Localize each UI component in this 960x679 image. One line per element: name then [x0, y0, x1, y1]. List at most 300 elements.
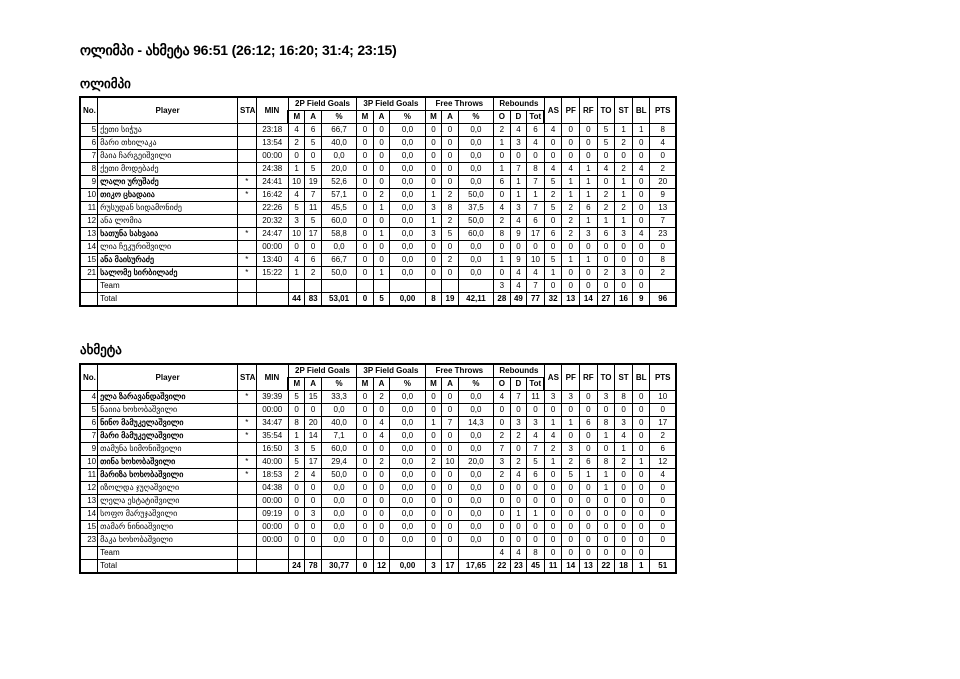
total-row [80, 560, 676, 574]
stat-cell: 17,65 [458, 560, 493, 574]
stat-cell: 2 [510, 430, 527, 443]
stat-cell: 17 [305, 228, 322, 241]
stat-cell: 1 [615, 189, 633, 202]
stat-cell: 0 [373, 495, 390, 508]
header-as: AS [544, 364, 562, 391]
stat-cell: 0 [544, 404, 562, 417]
player-number: 13 [80, 495, 98, 508]
header-min: MIN [256, 364, 288, 391]
starter-mark: * [238, 430, 257, 443]
stat-cell: 0 [632, 482, 650, 495]
stat-cell: 0 [442, 163, 459, 176]
stat-cell: 2 [442, 189, 459, 202]
starter-mark: * [238, 176, 257, 189]
stat-cell: 0 [425, 443, 442, 456]
stat-cell: 0 [510, 404, 527, 417]
stat-cell: 6 [527, 124, 545, 137]
stat-cell: 0,0 [390, 443, 425, 456]
stat-cell: 5 [597, 124, 615, 137]
stat-cell: 0 [357, 417, 374, 430]
stat-cell: 5 [562, 469, 580, 482]
starter-mark: * [238, 469, 257, 482]
player-number: 9 [80, 443, 98, 456]
stat-cell: 1 [632, 560, 650, 574]
stat-cell: 0 [442, 482, 459, 495]
stat-cell: 0,0 [390, 521, 425, 534]
stat-cell: 0,0 [458, 267, 493, 280]
stat-cell: 0,0 [390, 202, 425, 215]
stat-cell: 0 [494, 404, 511, 417]
total-row-label: Total [98, 293, 238, 307]
empty-cell [256, 293, 288, 307]
stat-cell: 0 [544, 521, 562, 534]
subheader-defensive: D [510, 378, 527, 391]
subheader-percent: % [390, 111, 425, 124]
subheader-percent: % [390, 378, 425, 391]
stat-cell: 0,0 [390, 163, 425, 176]
stat-cell: 0 [442, 124, 459, 137]
stat-cell: 0 [580, 404, 598, 417]
stat-cell: 0 [425, 404, 442, 417]
stat-cell: 4 [510, 469, 527, 482]
stat-cell: 0 [597, 404, 615, 417]
stat-cell: 0 [562, 150, 580, 163]
stat-cell: 15 [305, 391, 322, 404]
player-number: 11 [80, 202, 98, 215]
stat-cell: 0 [580, 495, 598, 508]
table-row [80, 215, 676, 228]
stat-cell: 1 [510, 189, 527, 202]
stat-cell: 7 [527, 202, 545, 215]
stat-cell: 0,0 [390, 508, 425, 521]
stat-cell: 14 [305, 430, 322, 443]
stat-cell: 0 [650, 482, 676, 495]
header-as: AS [544, 97, 562, 124]
player-name: მაკა ხოხობაშვილი [98, 534, 238, 547]
stat-cell: 0 [632, 241, 650, 254]
stat-cell: 0 [357, 137, 374, 150]
stat-cell: 0 [425, 241, 442, 254]
stat-cell [373, 280, 390, 293]
stat-cell: 1 [544, 417, 562, 430]
table-row [80, 469, 676, 482]
stat-cell: 4 [597, 163, 615, 176]
stat-cell: 3 [510, 417, 527, 430]
starter-mark [238, 521, 257, 534]
header-3p-field-goals: 3P Field Goals [357, 97, 425, 111]
stat-cell: 0 [544, 534, 562, 547]
stat-cell: 0 [615, 469, 633, 482]
header-rf: RF [580, 97, 598, 124]
player-name: იზოლდა ჯუღაშვილი [98, 482, 238, 495]
stat-cell: 8 [288, 417, 305, 430]
player-number: 15 [80, 254, 98, 267]
stat-cell: 7 [650, 215, 676, 228]
stat-cell: 0 [544, 469, 562, 482]
stat-cell: 17 [305, 456, 322, 469]
stat-cell: 0 [562, 508, 580, 521]
minutes: 16:50 [256, 443, 288, 456]
stat-cell: 0 [615, 482, 633, 495]
stat-cell: 3 [425, 228, 442, 241]
stat-cell: 0 [510, 495, 527, 508]
team-row-label: Team [98, 547, 238, 560]
stat-cell: 1 [544, 456, 562, 469]
stat-cell: 0,0 [321, 241, 356, 254]
stat-cell: 42,11 [458, 293, 493, 307]
player-number: 4 [80, 391, 98, 404]
stat-cell: 7 [510, 163, 527, 176]
stat-cell: 0,0 [458, 495, 493, 508]
stat-cell: 2 [288, 137, 305, 150]
stat-cell: 5 [288, 391, 305, 404]
stat-cell: 1 [615, 124, 633, 137]
player-number: 15 [80, 521, 98, 534]
player-number: 13 [80, 228, 98, 241]
stat-cell: 0 [357, 228, 374, 241]
stat-cell: 0,0 [390, 391, 425, 404]
stat-cell: 0,00 [390, 560, 425, 574]
stat-cell: 0 [632, 150, 650, 163]
header-sta: STA [238, 97, 257, 124]
stat-cell: 0 [650, 508, 676, 521]
stat-cell: 1 [580, 254, 598, 267]
stat-cell: 0 [305, 482, 322, 495]
stat-cell: 1 [494, 163, 511, 176]
stat-cell: 3 [527, 417, 545, 430]
stats-table-away [79, 363, 677, 574]
stat-cell: 0,0 [458, 137, 493, 150]
stat-cell: 0 [357, 508, 374, 521]
stat-cell: 1 [288, 430, 305, 443]
stat-cell: 4 [562, 163, 580, 176]
stat-cell: 0 [597, 443, 615, 456]
stat-cell: 4 [510, 215, 527, 228]
stat-cell: 0 [632, 137, 650, 150]
stat-cell: 0 [288, 495, 305, 508]
stat-cell: 2 [425, 456, 442, 469]
stat-cell [425, 280, 442, 293]
subheader-made: M [288, 111, 305, 124]
minutes: 13:40 [256, 254, 288, 267]
stat-cell: 66,7 [321, 254, 356, 267]
minutes: 34:47 [256, 417, 288, 430]
stat-cell: 0 [425, 267, 442, 280]
stat-cell: 0 [527, 241, 545, 254]
stat-cell: 50,0 [321, 469, 356, 482]
stat-cell: 0 [544, 508, 562, 521]
stat-cell: 1 [580, 215, 598, 228]
stat-cell: 0 [373, 534, 390, 547]
stat-cell: 0 [425, 150, 442, 163]
minutes: 00:00 [256, 521, 288, 534]
empty-cell [238, 293, 257, 307]
stat-cell: 6 [580, 202, 598, 215]
stat-cell: 1 [597, 469, 615, 482]
header-2p-field-goals: 2P Field Goals [288, 364, 356, 378]
header-rebounds: Rebounds [494, 97, 545, 111]
stat-cell: 0 [632, 430, 650, 443]
stat-cell: 0 [373, 469, 390, 482]
stat-cell: 60,0 [321, 443, 356, 456]
stat-cell: 0 [494, 482, 511, 495]
header-pts: PTS [650, 97, 676, 124]
stat-cell: 0,0 [390, 534, 425, 547]
subheader-offensive: O [494, 111, 511, 124]
stat-cell: 10 [288, 176, 305, 189]
stat-cell: 0,0 [458, 508, 493, 521]
empty-cell [256, 547, 288, 560]
stat-cell: 0 [562, 482, 580, 495]
stat-cell: 0 [288, 521, 305, 534]
player-number: 10 [80, 189, 98, 202]
stat-cell: 0 [527, 534, 545, 547]
player-number: 6 [80, 417, 98, 430]
stat-cell: 0 [305, 534, 322, 547]
stat-cell: 1 [597, 430, 615, 443]
player-name: თინა ხოხობაშვილი [98, 456, 238, 469]
stat-cell: 10 [442, 456, 459, 469]
stat-cell: 0 [373, 443, 390, 456]
stat-cell: 5 [305, 137, 322, 150]
stat-cell: 0 [632, 521, 650, 534]
stat-cell: 0,0 [458, 430, 493, 443]
minutes: 24:38 [256, 163, 288, 176]
starter-mark [238, 508, 257, 521]
stat-cell: 0 [580, 430, 598, 443]
stat-cell: 8 [527, 163, 545, 176]
stat-cell: 20,0 [321, 163, 356, 176]
stat-cell: 7 [305, 189, 322, 202]
player-name: მარიზა ხოხობაშვილი [98, 469, 238, 482]
stat-cell: 0 [562, 241, 580, 254]
stat-cell: 1 [425, 215, 442, 228]
stat-cell: 6 [305, 254, 322, 267]
stat-cell: 0,0 [390, 189, 425, 202]
player-name: ხათუნა სახვაია [98, 228, 238, 241]
team-row [80, 280, 676, 293]
stat-cell: 3 [288, 443, 305, 456]
stat-cell: 6 [527, 469, 545, 482]
stat-cell: 4 [494, 547, 511, 560]
stat-cell: 3 [425, 560, 442, 574]
header-free-throws: Free Throws [425, 97, 493, 111]
team-name-away: ახმეტა [80, 342, 122, 357]
stat-cell: 2 [650, 267, 676, 280]
player-number: 23 [80, 534, 98, 547]
stat-cell: 0,0 [390, 456, 425, 469]
stat-cell: 7 [442, 417, 459, 430]
empty-cell [80, 293, 98, 307]
stat-cell: 0 [527, 495, 545, 508]
player-number: 7 [80, 430, 98, 443]
stat-cell: 0 [580, 137, 598, 150]
table-row [80, 508, 676, 521]
minutes: 18:53 [256, 469, 288, 482]
table-row [80, 443, 676, 456]
header-bl: BL [632, 364, 650, 391]
stat-cell: 0 [494, 267, 511, 280]
minutes: 23:18 [256, 124, 288, 137]
stat-cell: 0 [597, 280, 615, 293]
stat-cell: 0 [632, 280, 650, 293]
stat-cell: 14,3 [458, 417, 493, 430]
stat-cell: 0 [357, 163, 374, 176]
stat-cell: 3 [510, 202, 527, 215]
stat-cell: 0 [632, 176, 650, 189]
stat-cell: 0 [494, 150, 511, 163]
stat-cell: 2 [373, 189, 390, 202]
stat-cell: 11 [305, 202, 322, 215]
starter-mark: * [238, 267, 257, 280]
table-row [80, 163, 676, 176]
stat-cell: 7,1 [321, 430, 356, 443]
stat-cell: 0,0 [390, 254, 425, 267]
subheader-attempted: A [305, 111, 322, 124]
stat-cell: 2 [562, 456, 580, 469]
stat-cell: 4 [494, 202, 511, 215]
stat-cell: 14 [562, 560, 580, 574]
stat-cell: 0 [357, 469, 374, 482]
stat-cell: 0 [373, 508, 390, 521]
stat-cell [425, 547, 442, 560]
stat-cell: 2 [494, 124, 511, 137]
stat-cell: 1 [615, 443, 633, 456]
stat-cell: 0 [357, 560, 374, 574]
stat-cell: 1 [510, 176, 527, 189]
subheader-made: M [357, 378, 374, 391]
stat-cell: 0 [442, 137, 459, 150]
minutes: 39:39 [256, 391, 288, 404]
table-row [80, 189, 676, 202]
team-row [80, 547, 676, 560]
stat-cell: 1 [288, 163, 305, 176]
stat-cell: 0 [305, 404, 322, 417]
stat-cell: 4 [510, 267, 527, 280]
subheader-made: M [425, 378, 442, 391]
stat-cell: 0 [615, 508, 633, 521]
minutes: 00:00 [256, 241, 288, 254]
stat-cell: 1 [597, 482, 615, 495]
stat-cell: 49 [510, 293, 527, 307]
table-row [80, 228, 676, 241]
table-row [80, 521, 676, 534]
stat-cell: 0,0 [390, 228, 425, 241]
stat-cell: 0 [425, 469, 442, 482]
stat-cell: 60,0 [458, 228, 493, 241]
stat-cell: 0,0 [321, 482, 356, 495]
stat-cell: 0,0 [390, 430, 425, 443]
stat-cell: 0 [632, 267, 650, 280]
stat-cell: 0,0 [390, 176, 425, 189]
table-row [80, 430, 676, 443]
table-row [80, 417, 676, 430]
minutes: 40:00 [256, 456, 288, 469]
minutes: 24:47 [256, 228, 288, 241]
stat-cell: 20,0 [458, 456, 493, 469]
stat-cell: 0 [544, 280, 562, 293]
minutes: 13:54 [256, 137, 288, 150]
stat-cell: 1 [615, 176, 633, 189]
player-name: ნინო მამუკელაშვილი [98, 417, 238, 430]
stat-cell: 12 [650, 456, 676, 469]
starter-mark: * [238, 228, 257, 241]
stat-cell: 2 [373, 456, 390, 469]
stat-cell: 6 [305, 124, 322, 137]
total-row [80, 293, 676, 307]
table-row [80, 482, 676, 495]
stat-cell: 0 [425, 495, 442, 508]
stat-cell: 0 [632, 215, 650, 228]
stat-cell: 8 [494, 228, 511, 241]
stat-cell: 0 [357, 254, 374, 267]
stat-cell: 19 [442, 293, 459, 307]
stat-cell: 4 [527, 137, 545, 150]
stat-cell: 0 [442, 508, 459, 521]
stat-cell: 0 [562, 521, 580, 534]
stat-cell: 9 [632, 293, 650, 307]
stat-cell: 2 [615, 137, 633, 150]
starter-mark: * [238, 456, 257, 469]
stat-cell: 2 [562, 202, 580, 215]
player-number: 14 [80, 241, 98, 254]
stat-cell: 0 [494, 417, 511, 430]
player-number: 5 [80, 404, 98, 417]
starter-mark [238, 202, 257, 215]
minutes: 04:38 [256, 482, 288, 495]
stat-cell: 0 [510, 482, 527, 495]
header-to: TO [597, 97, 615, 124]
stat-cell: 0 [357, 456, 374, 469]
player-number: 12 [80, 482, 98, 495]
stat-cell: 17 [650, 417, 676, 430]
page-title: ოლიმპი - ახმეტა 96:51 (26:12; 16:20; 31:4; 23:15) [80, 42, 397, 58]
stat-cell: 0 [442, 521, 459, 534]
stat-cell: 0 [442, 404, 459, 417]
stat-cell: 1 [527, 189, 545, 202]
header-st: ST [615, 97, 633, 124]
stat-cell: 0 [305, 150, 322, 163]
stat-cell: 0 [597, 254, 615, 267]
stat-cell: 4 [527, 267, 545, 280]
stat-cell: 3 [615, 267, 633, 280]
stat-cell: 58,8 [321, 228, 356, 241]
stat-cell: 8 [597, 456, 615, 469]
stat-cell: 0 [425, 163, 442, 176]
header-2p-field-goals: 2P Field Goals [288, 97, 356, 111]
stat-cell: 0 [562, 280, 580, 293]
stat-cell: 24 [288, 560, 305, 574]
stat-cell: 3 [615, 417, 633, 430]
stat-cell: 0,0 [458, 534, 493, 547]
stat-cell: 4 [527, 430, 545, 443]
stat-cell: 0 [597, 176, 615, 189]
stat-cell: 0 [305, 495, 322, 508]
stat-cell: 50,0 [458, 189, 493, 202]
stat-cell: 2 [442, 215, 459, 228]
stat-cell: 2 [442, 254, 459, 267]
minutes: 00:00 [256, 150, 288, 163]
minutes: 15:22 [256, 267, 288, 280]
stat-cell: 2 [615, 456, 633, 469]
stat-cell [357, 547, 374, 560]
stat-cell: 78 [305, 560, 322, 574]
stat-cell: 0 [510, 150, 527, 163]
stat-cell: 0,0 [458, 404, 493, 417]
stat-cell [373, 547, 390, 560]
stat-cell: 0,0 [390, 137, 425, 150]
stat-cell: 0 [527, 482, 545, 495]
